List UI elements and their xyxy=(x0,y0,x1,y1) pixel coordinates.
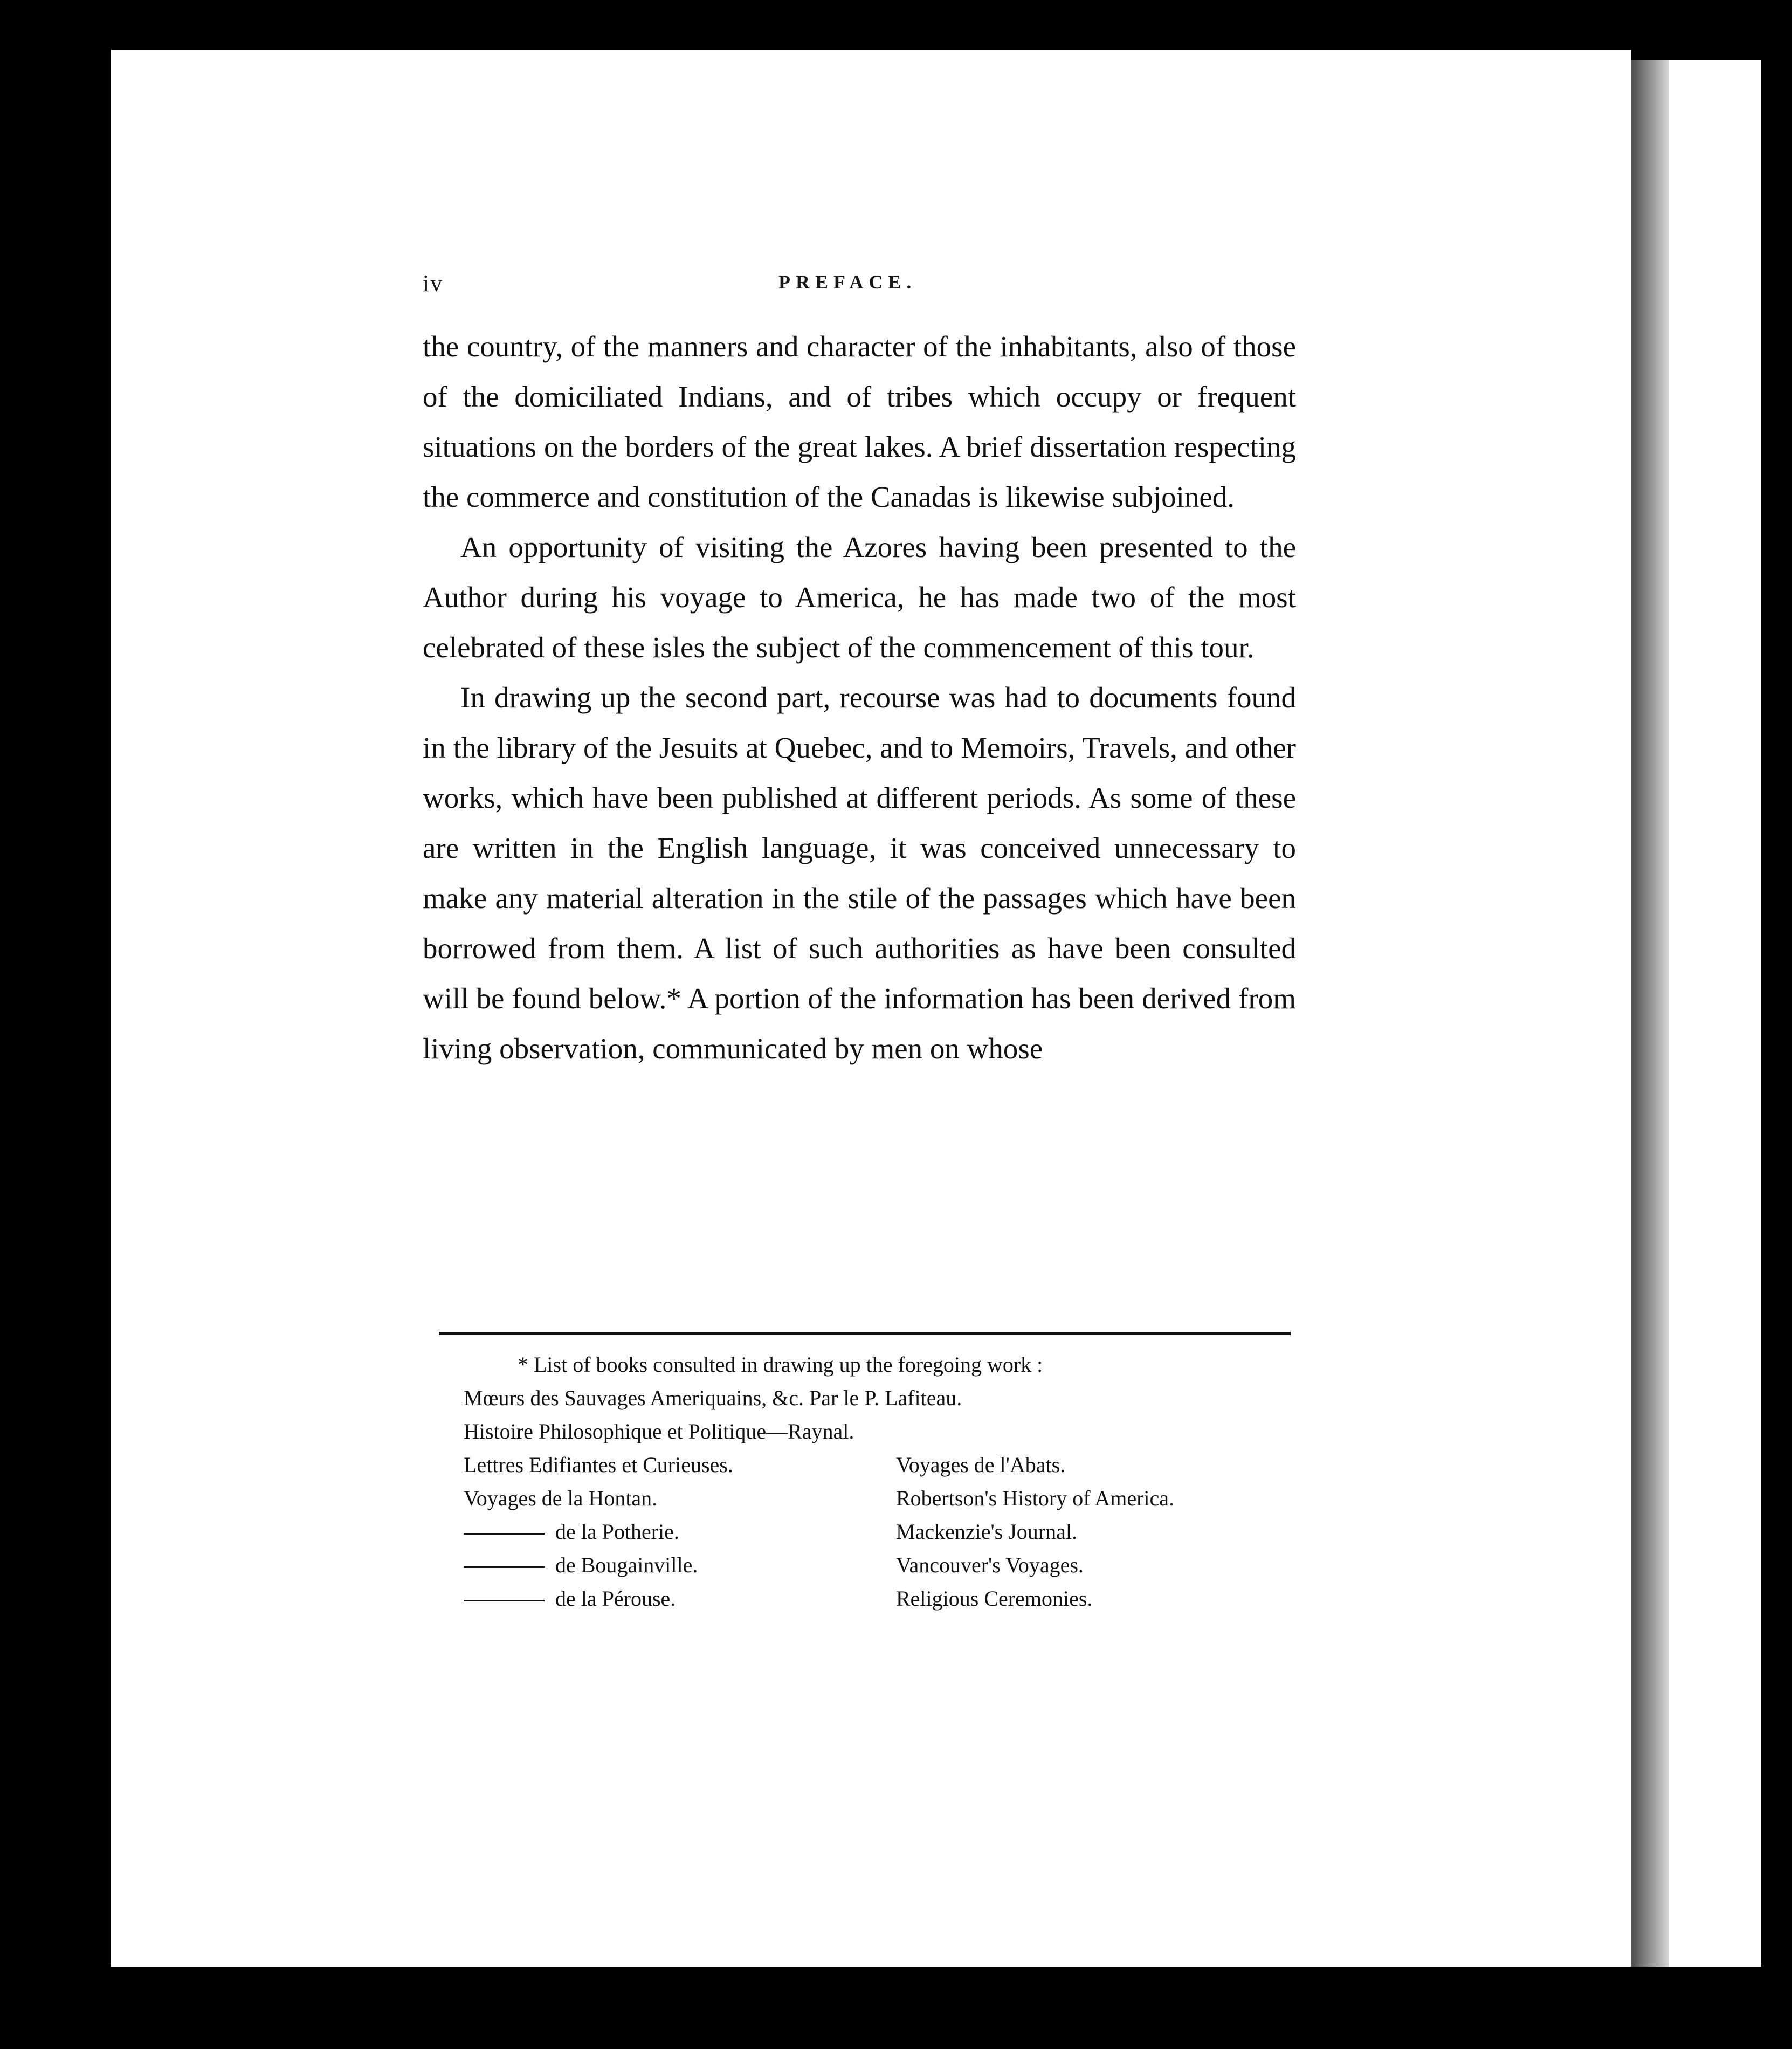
footnote-entry-text: de la Potherie. xyxy=(555,1519,679,1544)
footnote-entry: Voyages de l'Abats. xyxy=(896,1453,1066,1477)
footnote-entry: Religious Ceremonies. xyxy=(896,1586,1093,1611)
paragraph: An opportunity of visiting the Azores having been presented to the Author during his voyage to America, he has made two of the most celebrated of these isles the subject of the commencement of this tour. xyxy=(423,531,1296,664)
footnote-right-column xyxy=(896,1448,1273,1615)
running-head: PREFACE. xyxy=(778,271,917,293)
footnote-entry: Lettres Edifiantes et Curieuses. xyxy=(464,1453,733,1477)
body-text xyxy=(423,321,1296,1074)
page-header xyxy=(423,270,1296,302)
paragraph: the country, of the manners and character of the inhabitants, also of those of the domiciliated Indians, and of tribes which occupy or frequent situations on the borders of the great lakes. A brief dissertation respecting the commerce and constitution of the Canadas is likewise subjoined. xyxy=(423,330,1296,513)
footnote-rule xyxy=(439,1332,1291,1335)
paragraph: In drawing up the second part, recourse was had to documents found in the library of the Jesuits at Quebec, and to Memoirs, Travels, and other works, which have been published at different periods. As some of these are written in the English language, it was conceived unnecessary to make any material alteration in the stile of the passages which have been borrowed from them. A list of such authorities as have been consulted will be found below.* A portion of the information has been derived from living observation, communicated by men on whose xyxy=(423,681,1296,1065)
footnote-entry-text: de Bougainville. xyxy=(555,1553,698,1577)
footnote xyxy=(464,1348,1283,1615)
footnote-entry: Robertson's History of America. xyxy=(896,1486,1175,1510)
footnote-left-column xyxy=(464,1448,896,1615)
footnote-entry-ditto xyxy=(464,1515,896,1549)
footnote-entry-text: de la Pérouse. xyxy=(555,1586,676,1611)
footnote-entry: Mackenzie's Journal. xyxy=(896,1519,1077,1544)
ditto-dash xyxy=(464,1566,545,1568)
footnote-entry: Histoire Philosophique et Politique—Raynal. xyxy=(464,1419,854,1443)
footnote-entry-ditto xyxy=(464,1582,896,1615)
footnote-entry: Vancouver's Voyages. xyxy=(896,1553,1084,1577)
ditto-dash xyxy=(464,1600,545,1601)
footnote-entry-ditto xyxy=(464,1549,896,1582)
book-gutter-shadow xyxy=(1631,60,1669,1967)
footnote-entry: Voyages de la Hontan. xyxy=(464,1486,658,1510)
footnote-entry: Mœurs des Sauvages Ameriquains, &c. Par le P. Lafiteau. xyxy=(464,1386,962,1410)
footnote-intro: * List of books consulted in drawing up the foregoing work : xyxy=(518,1352,1043,1377)
footnote-columns xyxy=(464,1448,1283,1615)
page-number: iv xyxy=(423,270,444,297)
ditto-dash xyxy=(464,1533,545,1535)
